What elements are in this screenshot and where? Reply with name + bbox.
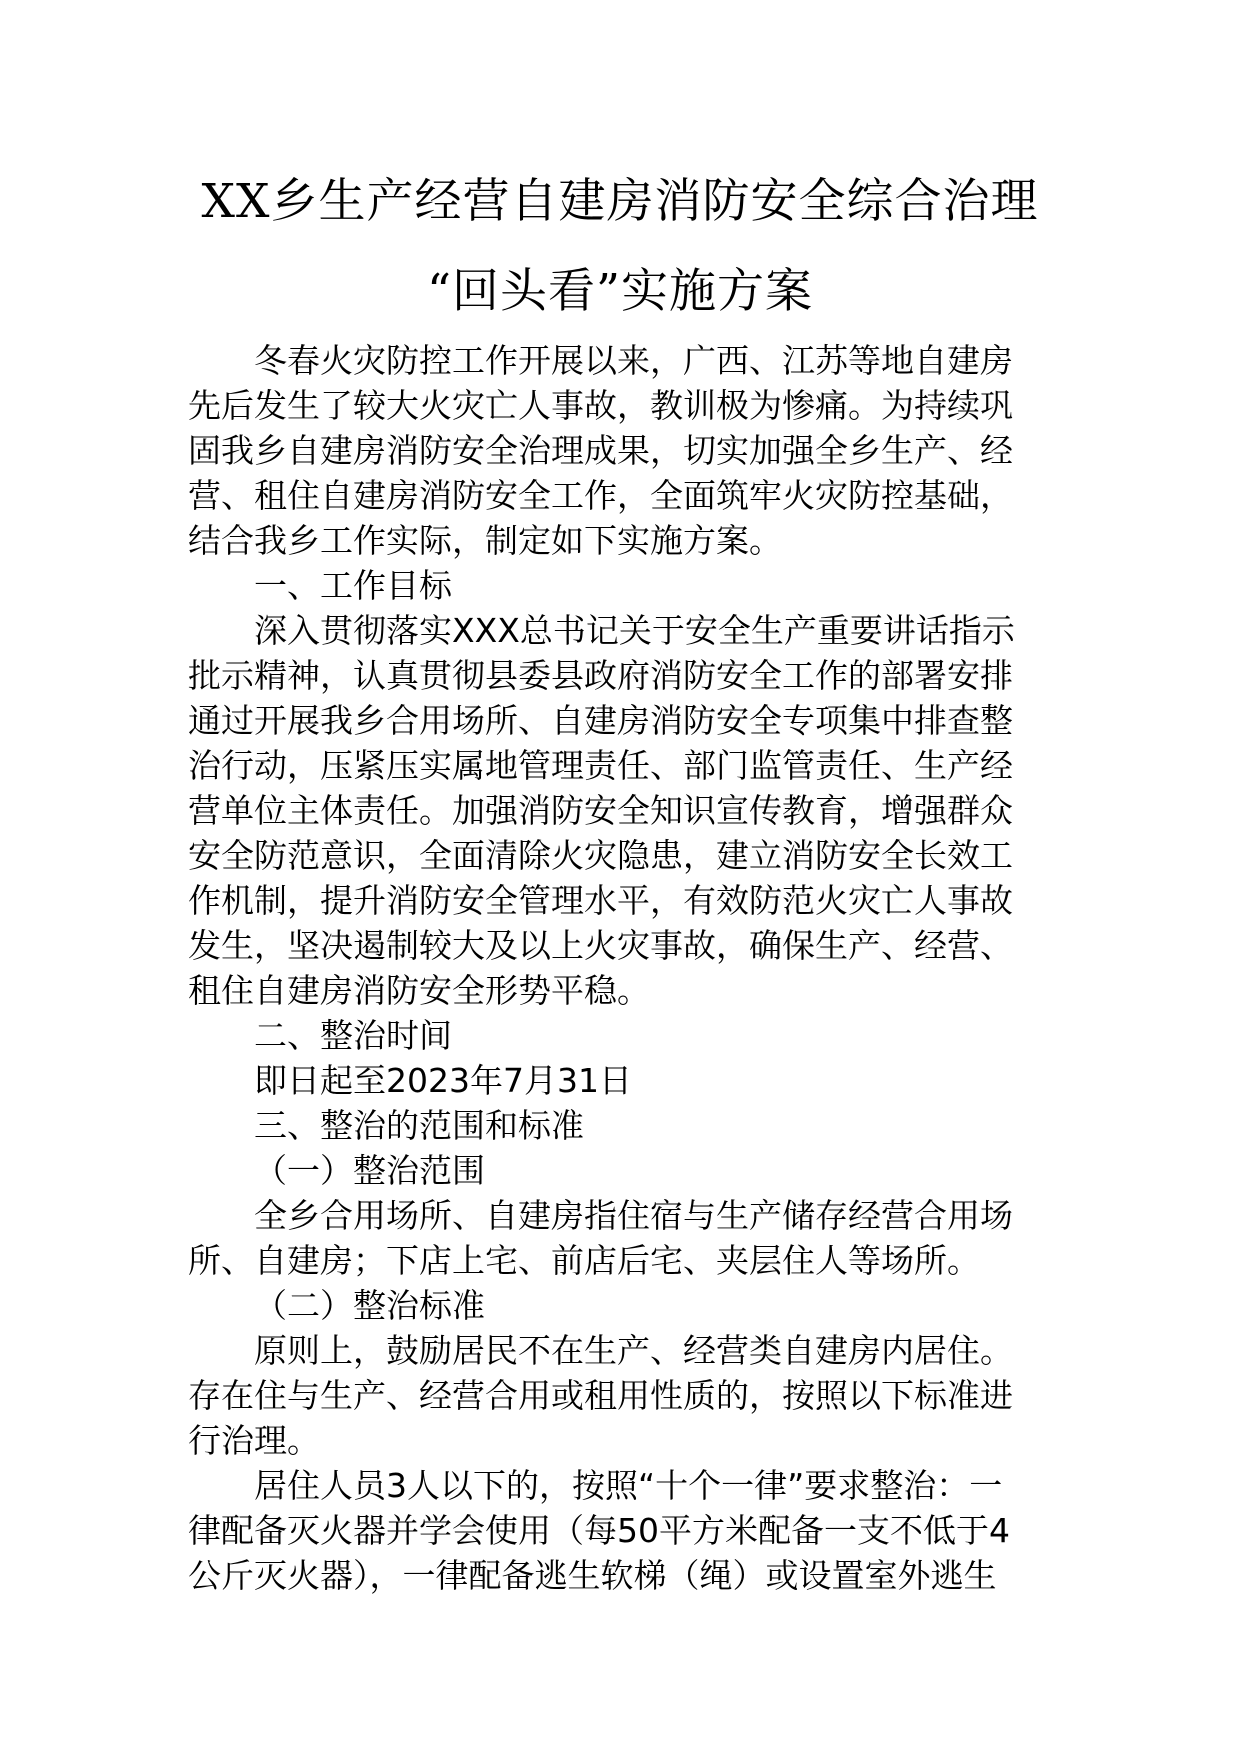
- paragraph-line: 安全防范意识，全面清除火灾隐患，建立消防安全长效工: [188, 836, 1013, 875]
- paragraph-line: 作机制，提升消防安全管理水平，有效防范火灾亡人事故: [188, 881, 1013, 920]
- document-body: [188, 338, 1048, 1598]
- paragraph: [188, 1328, 1048, 1463]
- paragraph: [188, 1103, 1048, 1148]
- paragraph-line: 先后发生了较大火灾亡人事故，教训极为惨痛。为持续巩: [188, 386, 1013, 425]
- paragraph: [188, 1013, 1048, 1058]
- paragraph-line: 发生，坚决遏制较大及以上火灾事故，确保生产、经营、: [188, 926, 1013, 965]
- paragraph-line: 营单位主体责任。加强消防安全知识宣传教育，增强群众: [188, 791, 1013, 830]
- paragraph: [188, 1283, 1048, 1328]
- paragraph-line: 二、整治时间: [254, 1016, 452, 1055]
- paragraph-line: 公斤灭火器），一律配备逃生软梯（绳）或设置室外逃生: [188, 1556, 997, 1595]
- paragraph: [188, 1058, 1048, 1103]
- paragraph-line: 所、自建房；下店上宅、前店后宅、夹层住人等场所。: [188, 1241, 980, 1280]
- paragraph-line: 居住人员3人以下的，按照“十个一律”要求整治：一: [254, 1466, 1003, 1505]
- paragraph-line: 全乡合用场所、自建房指住宿与生产储存经营合用场: [254, 1196, 1013, 1235]
- paragraph-line: 固我乡自建房消防安全治理成果，切实加强全乡生产、经: [188, 431, 1013, 470]
- paragraph-line: 批示精神，认真贯彻县委县政府消防安全工作的部署安排: [188, 656, 1013, 695]
- paragraph-line: 律配备灭火器并学会使用（每50平方米配备一支不低于4: [188, 1511, 1010, 1550]
- paragraph-line: 三、整治的范围和标准: [254, 1106, 584, 1145]
- paragraph-line: 治行动，压紧压实属地管理责任、部门监管责任、生产经: [188, 746, 1013, 785]
- paragraph-line: 冬春火灾防控工作开展以来，广西、江苏等地自建房: [254, 341, 1013, 380]
- paragraph: [188, 338, 1048, 563]
- paragraph: [188, 563, 1048, 608]
- paragraph-line: 即日起至2023年7月31日: [254, 1061, 632, 1100]
- paragraph: [188, 1193, 1048, 1283]
- document-title-line-1: XX乡生产经营自建房消防安全综合治理: [201, 174, 1039, 229]
- paragraph: [188, 608, 1048, 1013]
- paragraph-line: 通过开展我乡合用场所、自建房消防安全专项集中排查整: [188, 701, 1013, 740]
- paragraph-line: （二）整治标准: [254, 1286, 485, 1325]
- paragraph-line: 行治理。: [188, 1421, 320, 1460]
- paragraph-line: 存在住与生产、经营合用或租用性质的，按照以下标准进: [188, 1376, 1013, 1415]
- paragraph-line: （一）整治范围: [254, 1151, 485, 1190]
- paragraph: [188, 1148, 1048, 1193]
- paragraph-line: 营、租住自建房消防安全工作，全面筑牢火灾防控基础，: [188, 476, 1013, 515]
- paragraph-line: 一、工作目标: [254, 566, 452, 605]
- paragraph-line: 结合我乡工作实际，制定如下实施方案。: [188, 521, 782, 560]
- paragraph-line: 租住自建房消防安全形势平稳。: [188, 971, 650, 1010]
- paragraph-line: 深入贯彻落实XXX总书记关于安全生产重要讲话指示: [254, 611, 1015, 650]
- document-title-line-2: “回头看”实施方案: [426, 264, 814, 319]
- paragraph: [188, 1463, 1048, 1598]
- paragraph-line: 原则上，鼓励居民不在生产、经营类自建房内居住。: [254, 1331, 1013, 1370]
